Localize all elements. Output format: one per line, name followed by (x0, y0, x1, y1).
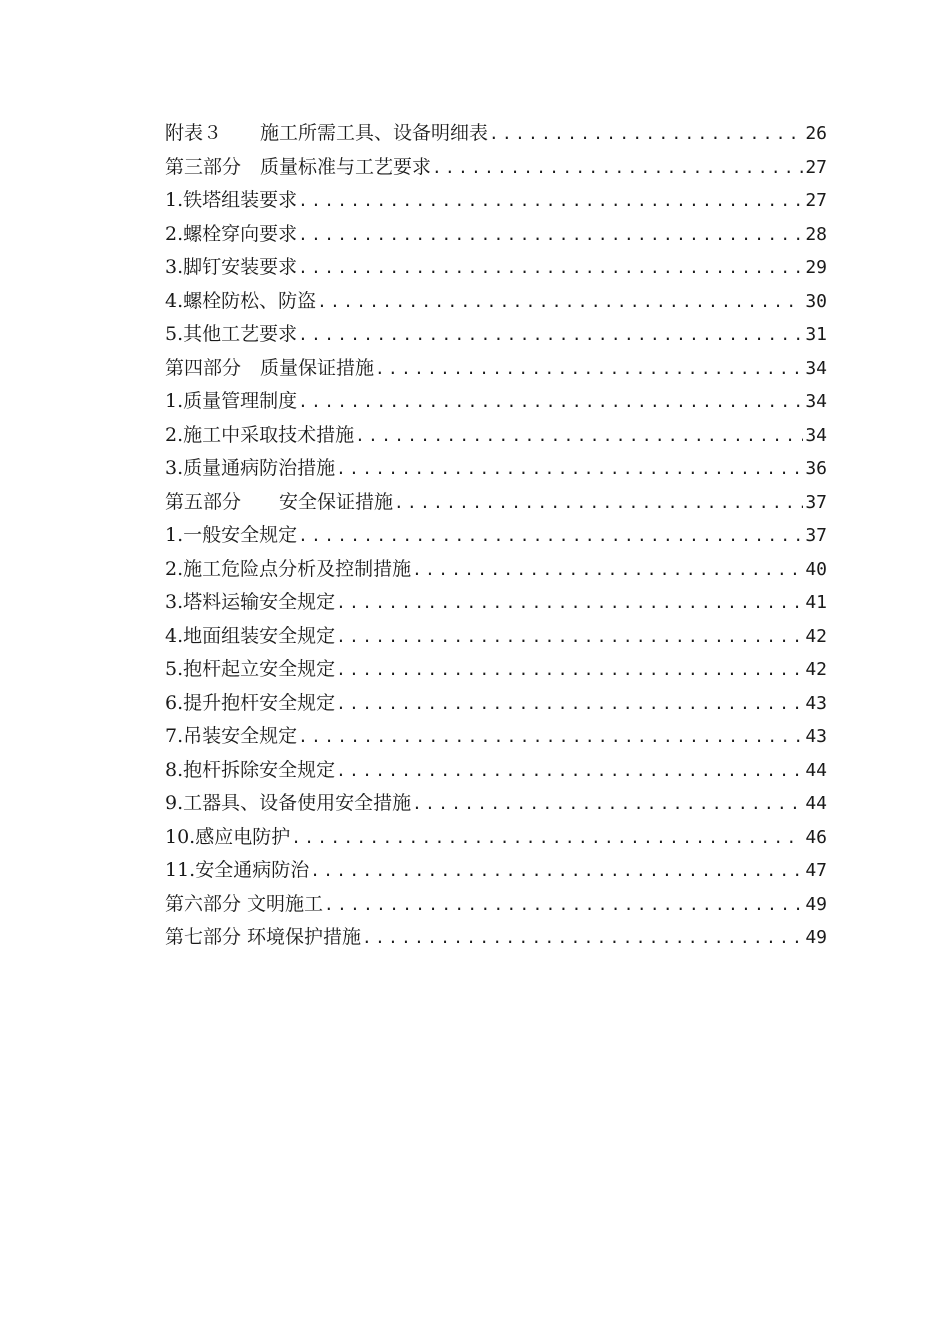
toc-page-number: 27 (805, 190, 827, 211)
toc-entry (165, 218, 827, 252)
toc-page-number: 44 (805, 793, 827, 814)
toc-entry-title: 第五部分 安全保证措施 (165, 490, 394, 513)
toc-dot-leader (361, 921, 803, 955)
toc-entry (165, 452, 827, 486)
toc-page-number: 49 (805, 927, 827, 948)
toc-entry (165, 854, 827, 888)
toc-entry (165, 921, 827, 955)
toc-entry (165, 754, 827, 788)
toc-dot-leader (297, 519, 803, 553)
toc-entry (165, 184, 827, 218)
toc-entry (165, 787, 827, 821)
toc-page-number: 43 (805, 692, 827, 714)
toc-dot-leader (488, 117, 803, 151)
toc-page-number: 27 (805, 156, 827, 178)
toc-entry-title: 9.工器具、设备使用安全措施 (165, 792, 412, 814)
toc-entry-title: 1.铁塔组装要求 (165, 189, 298, 211)
toc-entry (165, 586, 827, 620)
toc-entry-title: 2.施工危险点分析及控制措施 (165, 557, 412, 580)
toc-page-number: 30 (805, 290, 827, 312)
toc-entry-title: 第六部分 文明施工 (165, 892, 324, 915)
toc-dot-leader (335, 754, 803, 788)
toc-page-number: 34 (805, 391, 827, 412)
toc-dot-leader (297, 720, 803, 754)
toc-entry (165, 385, 827, 419)
toc-dot-leader (297, 184, 803, 218)
toc-dot-leader (335, 586, 803, 620)
toc-entry-title: 4.螺栓防松、防盗 (165, 289, 317, 312)
toc-dot-leader (335, 687, 803, 721)
toc-page-number: 37 (805, 525, 827, 546)
toc-entry (165, 821, 827, 855)
toc-entry-title: 第四部分 质量保证措施 (165, 356, 375, 379)
toc-entry-title: 附表３ 施工所需工具、设备明细表 (165, 122, 489, 144)
toc-entry (165, 687, 827, 721)
toc-dot-leader (290, 821, 803, 855)
toc-dot-leader (431, 151, 803, 185)
toc-dot-leader (335, 452, 803, 486)
toc-dot-leader (323, 888, 803, 922)
toc-entry-title: 6.提升抱杆安全规定 (165, 691, 336, 714)
toc-entry-title: 3.脚钉安装要求 (165, 256, 298, 278)
toc-entry-title: 5.抱杆起立安全规定 (165, 658, 336, 680)
toc-entry-title: 第七部分 环境保护措施 (165, 926, 362, 948)
toc-dot-leader (309, 854, 803, 888)
toc-dot-leader (297, 385, 803, 419)
toc-page-number: 43 (805, 726, 827, 747)
toc-page-number: 46 (805, 826, 827, 848)
toc-dot-leader (393, 486, 803, 520)
toc-entry-title: 1.一般安全规定 (165, 524, 298, 546)
toc-page-number: 44 (805, 759, 827, 781)
toc-entry-title: 8.抱杆拆除安全规定 (165, 758, 336, 781)
toc-entry (165, 251, 827, 285)
toc-entry (165, 653, 827, 687)
toc-entry (165, 117, 827, 151)
toc-entry (165, 553, 827, 587)
toc-entry (165, 318, 827, 352)
toc-dot-leader (297, 218, 803, 252)
toc-entry-title: 7.吊装安全规定 (165, 725, 298, 747)
toc-dot-leader (297, 318, 803, 352)
toc-entry-title: 5.其他工艺要求 (165, 323, 298, 345)
toc-entry-title: 2.螺栓穿向要求 (165, 222, 298, 245)
toc-entry (165, 720, 827, 754)
toc-dot-leader (411, 553, 803, 587)
toc-page-number: 41 (805, 592, 827, 613)
toc-page-number: 28 (805, 223, 827, 245)
toc-entry (165, 352, 827, 386)
toc-entry-title: 3.质量通病防治措施 (165, 457, 336, 479)
toc-dot-leader (354, 419, 803, 453)
toc-entry-title: 4.地面组装安全规定 (165, 624, 336, 647)
toc-entry-title: 1.质量管理制度 (165, 390, 298, 412)
toc-entry (165, 620, 827, 654)
toc-dot-leader (297, 251, 803, 285)
table-of-contents (165, 117, 827, 955)
toc-page-number: 29 (805, 257, 827, 278)
toc-page-number: 26 (805, 123, 827, 144)
toc-dot-leader (335, 653, 803, 687)
toc-entry (165, 285, 827, 319)
toc-page-number: 49 (805, 893, 827, 915)
toc-dot-leader (335, 620, 803, 654)
toc-entry (165, 486, 827, 520)
toc-page-number: 34 (805, 357, 827, 379)
toc-entry (165, 419, 827, 453)
toc-dot-leader (411, 787, 803, 821)
toc-entry-title: 2.施工中采取技术措施 (165, 423, 355, 446)
toc-dot-leader (374, 352, 803, 386)
toc-entry-title: 第三部分 质量标准与工艺要求 (165, 155, 432, 178)
toc-entry-title: 10.感应电防护 (165, 825, 291, 848)
toc-page-number: 36 (805, 458, 827, 479)
toc-entry-title: 3.塔料运输安全规定 (165, 591, 336, 613)
toc-page-number: 31 (805, 324, 827, 345)
toc-page-number: 40 (805, 558, 827, 580)
toc-page-number: 47 (805, 860, 827, 881)
toc-entry (165, 888, 827, 922)
toc-entry-title: 11.安全通病防治 (165, 859, 310, 881)
toc-entry (165, 519, 827, 553)
toc-page-number: 37 (805, 491, 827, 513)
toc-entry (165, 151, 827, 185)
toc-page-number: 42 (805, 659, 827, 680)
toc-page-number: 42 (805, 625, 827, 647)
toc-dot-leader (316, 285, 803, 319)
toc-page-number: 34 (805, 424, 827, 446)
